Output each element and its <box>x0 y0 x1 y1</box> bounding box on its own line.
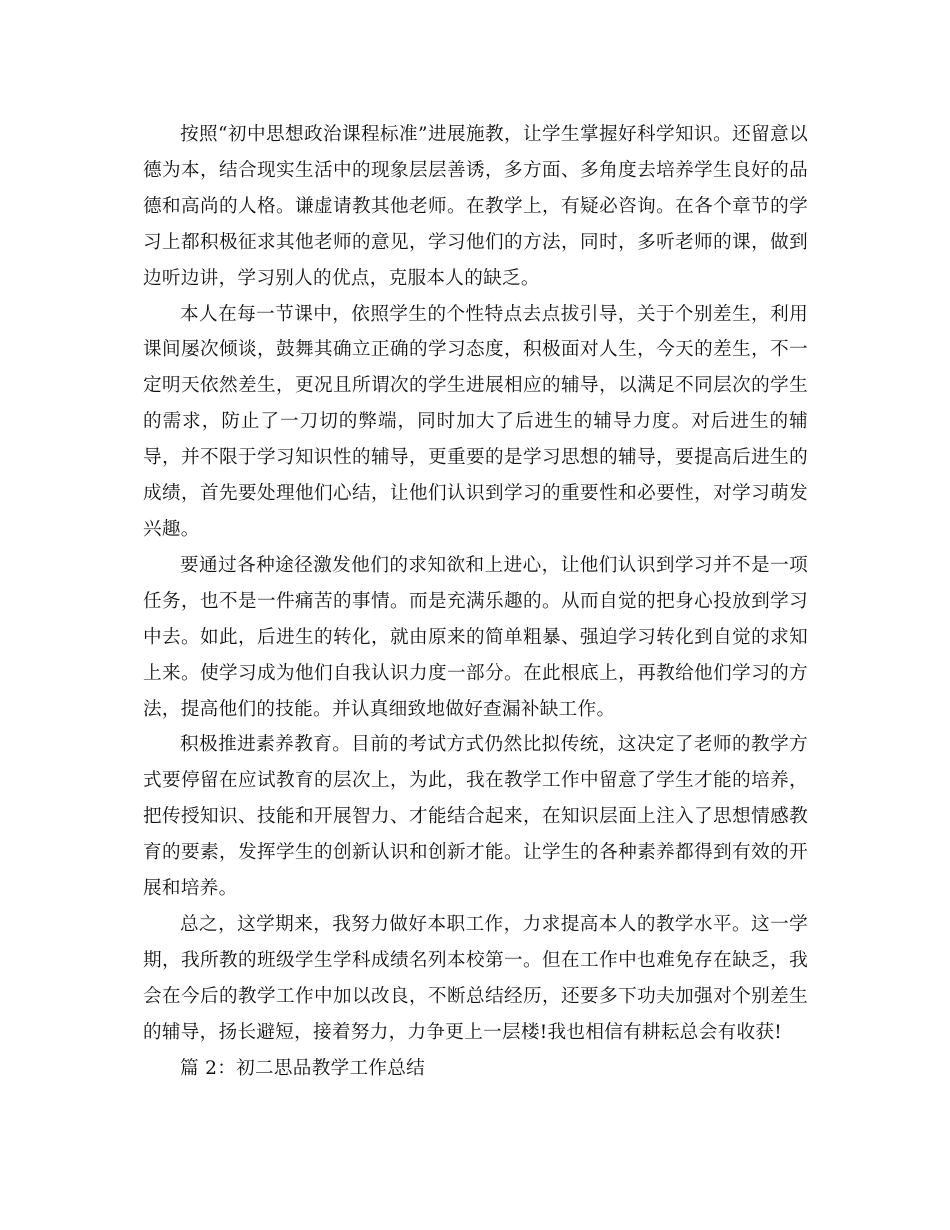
paragraph: 积极推进素养教育。目前的考试方式仍然比拟传统，这决定了老师的教学方式要停留在应试教育的层次上，为此，我在教学工作中留意了学生才能的培养，把传授知识、技能和开展智力、才能结合起来，在知识层面上注入了思想情感教育的要素，发挥学生的创新认识和创新才能。让学生的各种素养都得到有效的开展和培养。 <box>143 734 808 900</box>
paragraph: 本人在每一节课中，依照学生的个性特点去点拔引导，关于个别差生，利用课间屡次倾谈，鼓舞其确立正确的学习态度，积极面对人生，今天的差生，不一定明天依然差生，更况且所谓次的学生进展相应的辅导，以满足不同层次的学生的需求，防止了一刀切的弊端，同时加大了后进生的辅导力度。对后进生的辅导，并不限于学习知识性的辅导，更重要的是学习思想的辅导，要提高后进生的成绩，首先要处理他们心结，让他们认识到学习的重要性和必要性，对学习萌发兴趣。 <box>143 303 808 540</box>
paragraph: 按照“初中思想政治课程标准”进展施教，让学生掌握好科学知识。还留意以德为本，结合现实生活中的现象层层善诱，多方面、多角度去培养学生良好的品德和高尚的人格。谦虚请教其他老师。在教学上，有疑必咨询。在各个章节的学习上都积极征求其他老师的意见，学习他们的方法，同时，多听老师的课，做到边听边讲，学习别人的优点，克服本人的缺乏。 <box>143 124 808 289</box>
paragraph: 要通过各种途径激发他们的求知欲和上进心，让他们认识到学习并不是一项任务，也不是一件痛苦的事情。而是充满乐趣的。从而自觉的把身心投放到学习中去。如此，后进生的转化，就由原来的简单粗暴、强迫学习转化到自觉的求知上来。使学习成为他们自我认识力度一部分。在此根底上，再教给他们学习的方法，提高他们的技能。并认真细致地做好查漏补缺工作。 <box>143 554 808 720</box>
paragraph: 总之，这学期来，我努力做好本职工作，力求提高本人的教学水平。这一学期，我所教的班级学生学科成绩名列本校第一。但在工作中也难免存在缺乏，我会在今后的教学工作中加以改良，不断总结经历，还要多下功夫加强对个别差生的辅导，扬长避短，接着努力，力争更上一层楼!我也相信有耕耘总会有收获! <box>143 913 808 1043</box>
section-heading: 篇 2：初二思品教学工作总结 <box>180 1057 426 1079</box>
document-body <box>143 117 808 1086</box>
